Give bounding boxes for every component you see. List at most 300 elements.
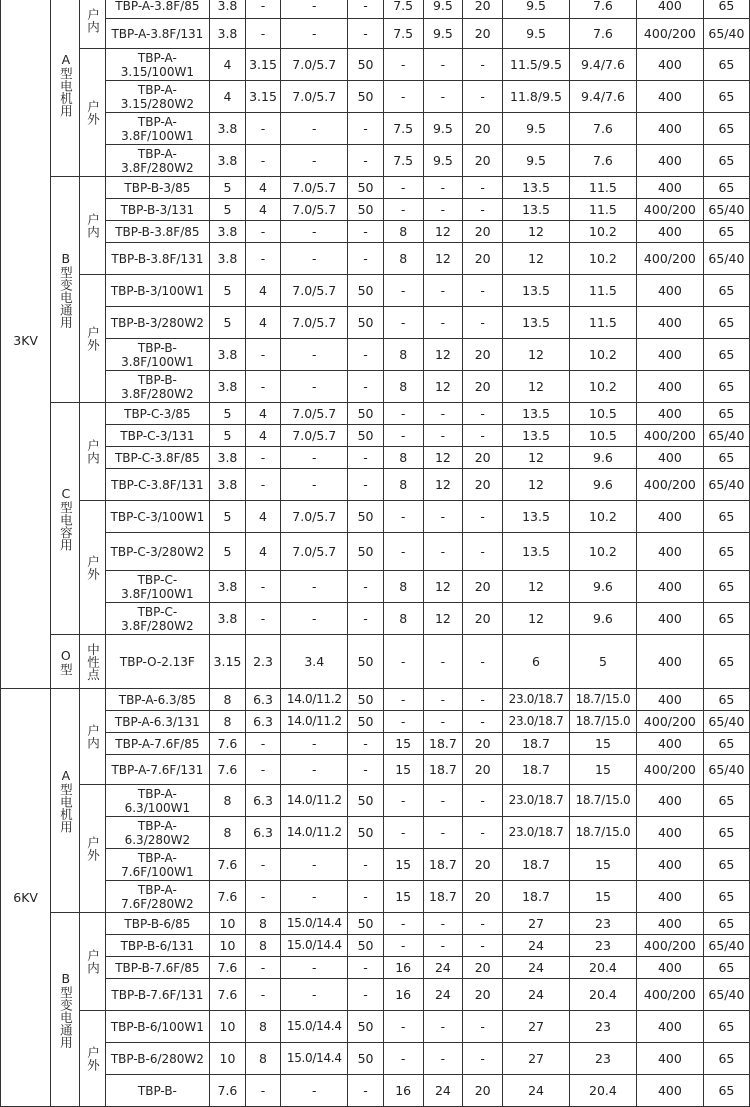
category-cell: A型电机用	[51, 0, 80, 177]
value-cell: 4	[245, 199, 281, 221]
value-cell: 400	[636, 49, 703, 81]
category-cell: O型	[51, 635, 80, 689]
value-cell: 23.0/18.7	[503, 785, 570, 817]
value-cell: 8	[245, 935, 281, 957]
value-cell: -	[281, 881, 348, 913]
table-row	[1, 711, 750, 733]
value-cell: 9.5	[423, 145, 463, 177]
model-cell: TBP-B-6/100W1	[105, 1011, 210, 1043]
value-cell: -	[281, 979, 348, 1011]
value-cell: 50	[348, 913, 384, 935]
value-cell: -	[463, 403, 503, 425]
table-row	[1, 1043, 750, 1075]
value-cell: 400	[636, 817, 703, 849]
table-row	[1, 689, 750, 711]
model-cell: TBP-B-7.6F/131	[105, 979, 210, 1011]
value-cell: 4	[245, 403, 281, 425]
value-cell: 18.7/15.0	[569, 817, 636, 849]
value-cell: -	[281, 755, 348, 785]
value-cell: 400	[636, 275, 703, 307]
placement-cell: 户内	[80, 689, 105, 785]
value-cell: 65	[703, 733, 749, 755]
value-cell: -	[281, 339, 348, 371]
value-cell: 13.5	[503, 275, 570, 307]
value-cell: 8	[383, 339, 423, 371]
value-cell: 23.0/18.7	[503, 689, 570, 711]
value-cell: -	[348, 0, 384, 19]
value-cell: 3.8	[210, 447, 246, 469]
model-cell: TBP-B-6/280W2	[105, 1043, 210, 1075]
value-cell: 10.2	[569, 243, 636, 275]
value-cell: 12	[423, 221, 463, 243]
value-cell: 13.5	[503, 425, 570, 447]
value-cell: 50	[348, 307, 384, 339]
model-cell: TBP-B-3/131	[105, 199, 210, 221]
value-cell: 20	[463, 755, 503, 785]
value-cell: 65/40	[703, 425, 749, 447]
value-cell: 16	[383, 957, 423, 979]
value-cell: -	[383, 711, 423, 733]
value-cell: -	[383, 1011, 423, 1043]
value-cell: 6.3	[245, 711, 281, 733]
model-cell: TBP-B-3/85	[105, 177, 210, 199]
table-row	[1, 403, 750, 425]
model-cell: TBP-A-7.6F/131	[105, 755, 210, 785]
value-cell: 400	[636, 113, 703, 145]
value-cell: 12	[503, 371, 570, 403]
value-cell: -	[383, 403, 423, 425]
value-cell: 8	[383, 447, 423, 469]
value-cell: 400	[636, 371, 703, 403]
value-cell: 12	[423, 243, 463, 275]
value-cell: 11.5	[569, 275, 636, 307]
value-cell: 65	[703, 501, 749, 533]
value-cell: -	[423, 913, 463, 935]
value-cell: 23	[569, 913, 636, 935]
value-cell: -	[348, 113, 384, 145]
value-cell: 20	[463, 0, 503, 19]
value-cell: 27	[503, 1043, 570, 1075]
value-cell: 65	[703, 177, 749, 199]
table-row	[1, 199, 750, 221]
value-cell: 5	[210, 199, 246, 221]
value-cell: 65	[703, 371, 749, 403]
value-cell: 18.7	[503, 733, 570, 755]
value-cell: 14.0/11.2	[281, 817, 348, 849]
value-cell: 7.0/5.7	[281, 81, 348, 113]
table-row	[1, 49, 750, 81]
value-cell: 10.2	[569, 221, 636, 243]
value-cell: 20	[463, 979, 503, 1011]
value-cell: 4	[245, 177, 281, 199]
value-cell: 20	[463, 221, 503, 243]
value-cell: 65	[703, 881, 749, 913]
value-cell: 15	[569, 849, 636, 881]
value-cell: 65	[703, 957, 749, 979]
value-cell: 7.0/5.7	[281, 49, 348, 81]
model-cell: TBP-A-6.3/280W2	[105, 817, 210, 849]
value-cell: 4	[245, 425, 281, 447]
value-cell: 65/40	[703, 755, 749, 785]
value-cell: 400	[636, 177, 703, 199]
value-cell: 65/40	[703, 979, 749, 1011]
value-cell: 400	[636, 1075, 703, 1107]
value-cell: -	[463, 501, 503, 533]
value-cell: 5	[210, 275, 246, 307]
table-row	[1, 1011, 750, 1043]
placement-cell: 户外	[80, 275, 105, 403]
value-cell: 5	[210, 501, 246, 533]
model-cell: TBP-B-6/85	[105, 913, 210, 935]
value-cell: -	[423, 403, 463, 425]
value-cell: 7.0/5.7	[281, 501, 348, 533]
value-cell: 400	[636, 913, 703, 935]
value-cell: -	[245, 755, 281, 785]
value-cell: 3.8	[210, 145, 246, 177]
value-cell: 400/200	[636, 979, 703, 1011]
value-cell: 4	[245, 533, 281, 571]
value-cell: 20	[463, 881, 503, 913]
table-row	[1, 881, 750, 913]
table-row	[1, 19, 750, 49]
value-cell: 12	[503, 469, 570, 501]
value-cell: 400/200	[636, 711, 703, 733]
value-cell: 9.6	[569, 447, 636, 469]
value-cell: 65	[703, 275, 749, 307]
value-cell: -	[423, 275, 463, 307]
value-cell: -	[281, 849, 348, 881]
model-cell: TBP-A-6.3/85	[105, 689, 210, 711]
value-cell: -	[383, 689, 423, 711]
value-cell: 20.4	[569, 1075, 636, 1107]
value-cell: 15.0/14.4	[281, 1011, 348, 1043]
value-cell: 50	[348, 81, 384, 113]
value-cell: -	[245, 113, 281, 145]
value-cell: 23.0/18.7	[503, 817, 570, 849]
table-row	[1, 371, 750, 403]
value-cell: 65	[703, 0, 749, 19]
value-cell: 65	[703, 1011, 749, 1043]
value-cell: 11.5	[569, 307, 636, 339]
value-cell: 20	[463, 571, 503, 603]
value-cell: -	[245, 881, 281, 913]
value-cell: -	[281, 733, 348, 755]
value-cell: 400	[636, 603, 703, 635]
value-cell: 50	[348, 199, 384, 221]
value-cell: -	[245, 1075, 281, 1107]
value-cell: -	[463, 533, 503, 571]
value-cell: 7.0/5.7	[281, 307, 348, 339]
value-cell: 65	[703, 635, 749, 689]
value-cell: 12	[423, 571, 463, 603]
table-row	[1, 785, 750, 817]
value-cell: -	[348, 733, 384, 755]
model-cell: TBP-C-3/85	[105, 403, 210, 425]
value-cell: -	[463, 913, 503, 935]
value-cell: -	[383, 635, 423, 689]
model-cell: TBP-A-3.8F/280W2	[105, 145, 210, 177]
value-cell: -	[245, 957, 281, 979]
value-cell: 18.7	[423, 755, 463, 785]
value-cell: 400	[636, 501, 703, 533]
value-cell: 23	[569, 1043, 636, 1075]
value-cell: 400/200	[636, 19, 703, 49]
value-cell: 8	[245, 1043, 281, 1075]
model-cell: TBP-B-3.8F/131	[105, 243, 210, 275]
table-row	[1, 817, 750, 849]
value-cell: 20	[463, 19, 503, 49]
table-row	[1, 603, 750, 635]
value-cell: 13.5	[503, 307, 570, 339]
table-row	[1, 935, 750, 957]
value-cell: 50	[348, 275, 384, 307]
value-cell: 20	[463, 1075, 503, 1107]
value-cell: 8	[383, 221, 423, 243]
value-cell: 24	[423, 957, 463, 979]
value-cell: -	[281, 571, 348, 603]
value-cell: 15	[569, 881, 636, 913]
value-cell: -	[245, 243, 281, 275]
value-cell: 50	[348, 1011, 384, 1043]
value-cell: 65	[703, 571, 749, 603]
value-cell: 65/40	[703, 243, 749, 275]
value-cell: 65/40	[703, 935, 749, 957]
value-cell: -	[281, 371, 348, 403]
value-cell: 400	[636, 635, 703, 689]
value-cell: 12	[503, 339, 570, 371]
category-cell: B型变电通用	[51, 177, 80, 403]
table-row	[1, 571, 750, 603]
value-cell: -	[281, 145, 348, 177]
model-cell: TBP-C-3.8F/280W2	[105, 603, 210, 635]
table-row	[1, 447, 750, 469]
value-cell: 65	[703, 689, 749, 711]
value-cell: 12	[423, 603, 463, 635]
value-cell: -	[281, 603, 348, 635]
value-cell: 400	[636, 447, 703, 469]
value-cell: 9.4/7.6	[569, 49, 636, 81]
table-row	[1, 979, 750, 1011]
value-cell: 23.0/18.7	[503, 711, 570, 733]
value-cell: 12	[423, 447, 463, 469]
value-cell: -	[348, 571, 384, 603]
value-cell: 65	[703, 1075, 749, 1107]
value-cell: 20.4	[569, 957, 636, 979]
value-cell: -	[423, 785, 463, 817]
placement-cell: 户内	[80, 913, 105, 1011]
value-cell: 20	[463, 957, 503, 979]
value-cell: 3.8	[210, 339, 246, 371]
value-cell: 7.5	[383, 0, 423, 19]
value-cell: 65/40	[703, 711, 749, 733]
category-cell: A型电机用	[51, 689, 80, 913]
value-cell: -	[423, 307, 463, 339]
category-cell: C型电容用	[51, 403, 80, 635]
value-cell: -	[423, 177, 463, 199]
value-cell: 15	[383, 849, 423, 881]
value-cell: -	[383, 817, 423, 849]
table-row	[1, 307, 750, 339]
value-cell: 8	[210, 817, 246, 849]
value-cell: 65/40	[703, 469, 749, 501]
table-row	[1, 243, 750, 275]
value-cell: -	[463, 1011, 503, 1043]
table-row	[1, 1075, 750, 1107]
value-cell: 50	[348, 425, 384, 447]
value-cell: 11.5/9.5	[503, 49, 570, 81]
value-cell: 7.0/5.7	[281, 177, 348, 199]
value-cell: 3.8	[210, 243, 246, 275]
value-cell: -	[245, 733, 281, 755]
value-cell: 11.5	[569, 177, 636, 199]
value-cell: 10.2	[569, 371, 636, 403]
model-cell: TBP-C-3/100W1	[105, 501, 210, 533]
value-cell: 400/200	[636, 755, 703, 785]
value-cell: -	[383, 1043, 423, 1075]
value-cell: -	[281, 221, 348, 243]
value-cell: -	[245, 339, 281, 371]
value-cell: -	[281, 0, 348, 19]
value-cell: -	[348, 339, 384, 371]
value-cell: 400	[636, 1043, 703, 1075]
model-cell: TBP-B-6/131	[105, 935, 210, 957]
value-cell: -	[348, 957, 384, 979]
value-cell: 50	[348, 1043, 384, 1075]
value-cell: 27	[503, 913, 570, 935]
value-cell: 7.5	[383, 19, 423, 49]
value-cell: -	[463, 275, 503, 307]
value-cell: 9.6	[569, 571, 636, 603]
value-cell: 15.0/14.4	[281, 913, 348, 935]
value-cell: 400	[636, 403, 703, 425]
model-cell: TBP-A-3.8F/131	[105, 19, 210, 49]
value-cell: 400	[636, 81, 703, 113]
model-cell: TBP-A-3.8F/85	[105, 0, 210, 19]
value-cell: -	[383, 935, 423, 957]
category-cell: B型变电通用	[51, 913, 80, 1107]
value-cell: -	[463, 81, 503, 113]
value-cell: 20	[463, 849, 503, 881]
value-cell: 20	[463, 113, 503, 145]
value-cell: 3.15	[245, 49, 281, 81]
value-cell: -	[245, 571, 281, 603]
value-cell: 20	[463, 603, 503, 635]
value-cell: -	[463, 785, 503, 817]
table-row	[1, 221, 750, 243]
value-cell: 65	[703, 785, 749, 817]
value-cell: 18.7	[503, 755, 570, 785]
value-cell: 10	[210, 1011, 246, 1043]
value-cell: 400	[636, 571, 703, 603]
value-cell: -	[245, 469, 281, 501]
value-cell: 3.15	[245, 81, 281, 113]
value-cell: -	[383, 81, 423, 113]
value-cell: 10.5	[569, 403, 636, 425]
value-cell: 65	[703, 221, 749, 243]
value-cell: 9.5	[503, 0, 570, 19]
value-cell: 24	[503, 1075, 570, 1107]
value-cell: 18.7	[423, 733, 463, 755]
value-cell: -	[423, 199, 463, 221]
model-cell: TBP-A-3.15/100W1	[105, 49, 210, 81]
value-cell: 8	[245, 913, 281, 935]
value-cell: 9.6	[569, 469, 636, 501]
value-cell: 400	[636, 785, 703, 817]
value-cell: 9.5	[503, 19, 570, 49]
value-cell: -	[245, 849, 281, 881]
table-row	[1, 275, 750, 307]
value-cell: 23	[569, 1011, 636, 1043]
model-cell: TBP-A-3.15/280W2	[105, 81, 210, 113]
value-cell: -	[463, 689, 503, 711]
value-cell: 13.5	[503, 403, 570, 425]
value-cell: -	[423, 81, 463, 113]
value-cell: 8	[383, 571, 423, 603]
value-cell: -	[281, 19, 348, 49]
value-cell: 12	[423, 469, 463, 501]
placement-cell: 户外	[80, 1011, 105, 1107]
model-cell: TBP-B-3.8F/85	[105, 221, 210, 243]
value-cell: -	[463, 199, 503, 221]
value-cell: 9.6	[569, 603, 636, 635]
value-cell: 7.6	[210, 979, 246, 1011]
value-cell: -	[348, 979, 384, 1011]
value-cell: -	[423, 1011, 463, 1043]
value-cell: -	[423, 1043, 463, 1075]
value-cell: -	[281, 447, 348, 469]
value-cell: 24	[503, 935, 570, 957]
value-cell: 7.0/5.7	[281, 533, 348, 571]
value-cell: 65	[703, 113, 749, 145]
value-cell: -	[423, 817, 463, 849]
value-cell: 15	[569, 755, 636, 785]
value-cell: -	[383, 49, 423, 81]
value-cell: -	[383, 785, 423, 817]
value-cell: 400/200	[636, 469, 703, 501]
value-cell: 7.6	[569, 145, 636, 177]
value-cell: -	[423, 711, 463, 733]
value-cell: 400	[636, 307, 703, 339]
placement-cell: 户外	[80, 501, 105, 635]
value-cell: 15	[569, 733, 636, 755]
value-cell: 7.6	[210, 1075, 246, 1107]
value-cell: 5	[210, 403, 246, 425]
value-cell: 12	[423, 371, 463, 403]
value-cell: 18.7/15.0	[569, 711, 636, 733]
value-cell: 65	[703, 1043, 749, 1075]
value-cell: -	[348, 447, 384, 469]
value-cell: 8	[210, 711, 246, 733]
value-cell: 24	[423, 1075, 463, 1107]
value-cell: 10.2	[569, 501, 636, 533]
value-cell: 18.7	[423, 881, 463, 913]
value-cell: 7.6	[569, 0, 636, 19]
value-cell: -	[423, 501, 463, 533]
value-cell: 5	[569, 635, 636, 689]
value-cell: 3.8	[210, 571, 246, 603]
value-cell: 9.5	[503, 145, 570, 177]
table-row	[1, 733, 750, 755]
value-cell: 3.8	[210, 221, 246, 243]
value-cell: 15.0/14.4	[281, 1043, 348, 1075]
model-cell: TBP-B-3/100W1	[105, 275, 210, 307]
value-cell: 400	[636, 221, 703, 243]
value-cell: 7.5	[383, 145, 423, 177]
value-cell: 65	[703, 307, 749, 339]
value-cell: 3.4	[281, 635, 348, 689]
value-cell: -	[383, 275, 423, 307]
placement-cell: 中性点	[80, 635, 105, 689]
